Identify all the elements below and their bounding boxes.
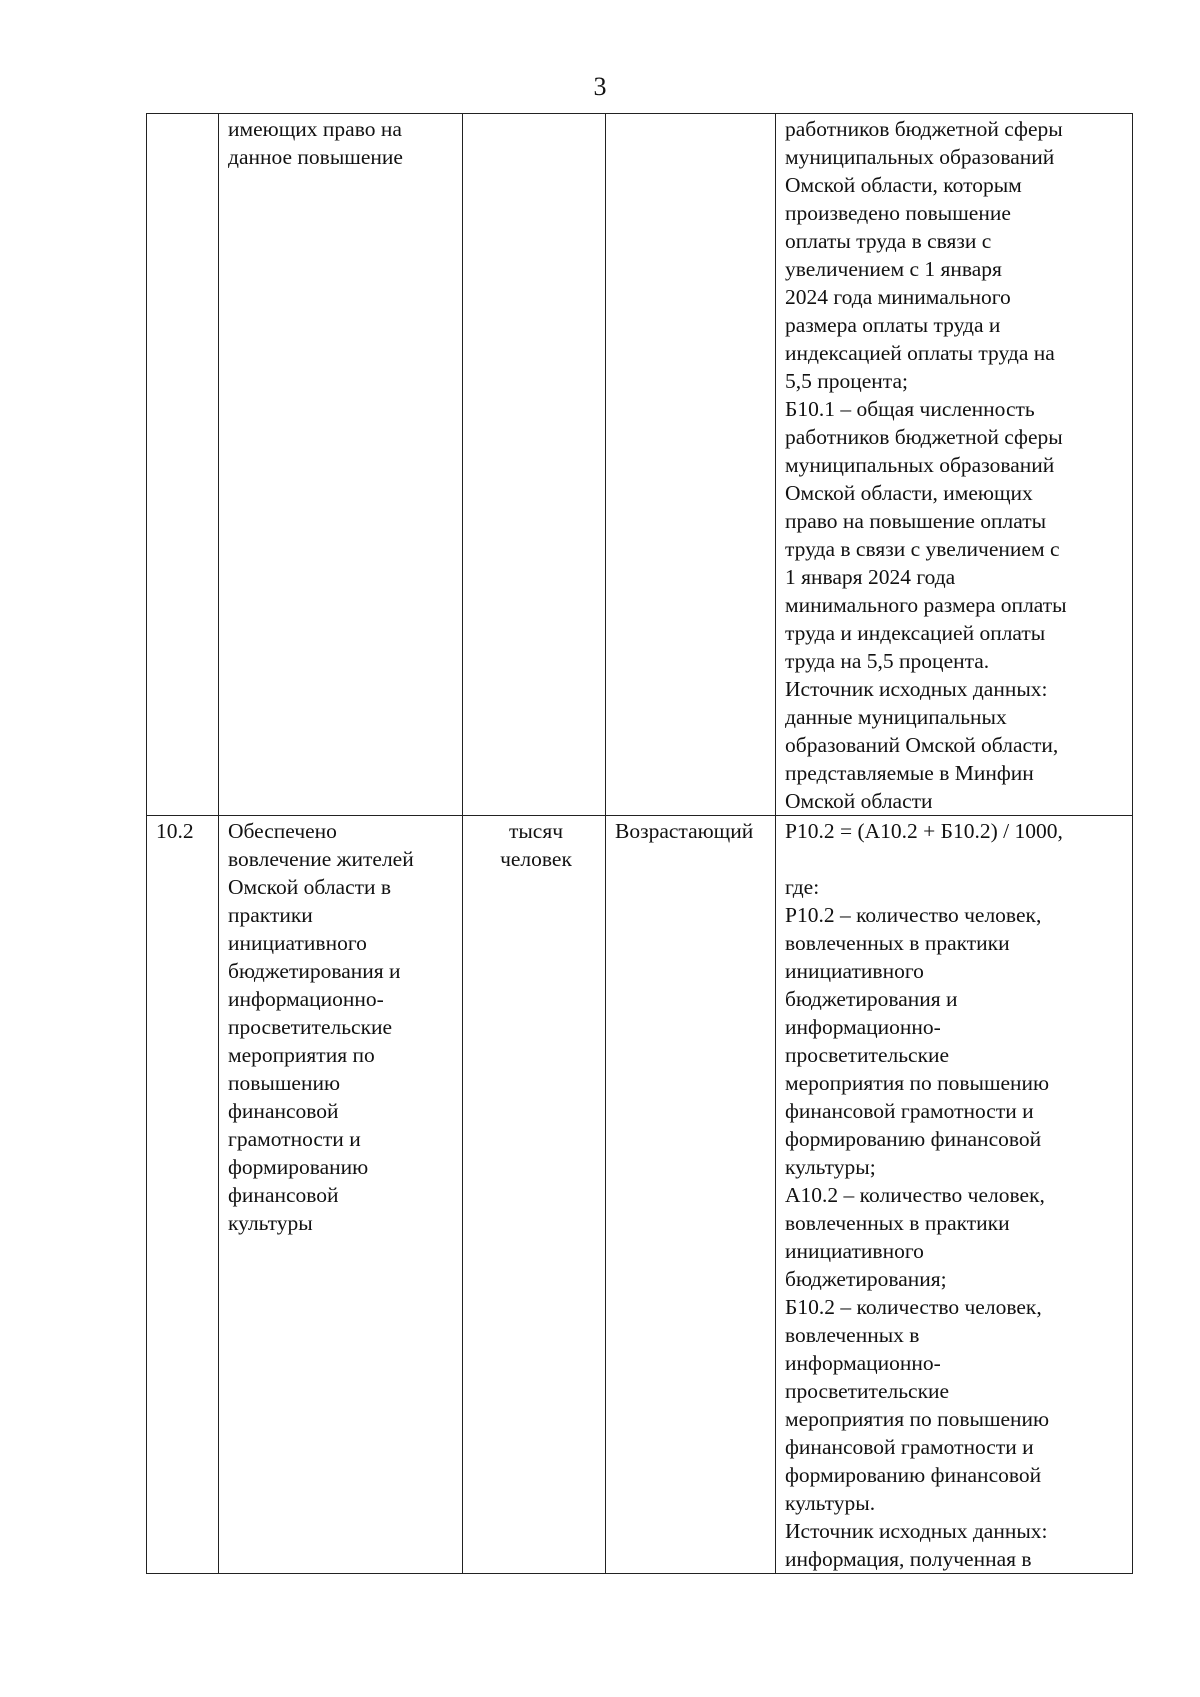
cell-calculation-method: работников бюджетной сферы муниципальных образований Омской области, которым произведено повышение оплаты труда в связи с увеличением с 1 января 2024 года минимального размера оплаты труда и индексацией оплаты труда на 5,5 процента; Б10.1 – общая численность работников бюджетной сферы муниципальных образований Омской области, имеющих право на повышение оплаты труда в связи с увеличением с 1 января 2024 года минимального размера оплаты труда и индексацией оплаты труда на 5,5 процента. Источник исходных данных: данные муниципальных образований Омской области, представляемые в Минфин Омской области bbox=[776, 114, 1133, 816]
cell-direction: Возрастающий bbox=[606, 816, 776, 1574]
indicator-table bbox=[146, 113, 1133, 1574]
cell-calculation-method: Р10.2 = (А10.2 + Б10.2) / 1000, где: Р10.2 – количество человек, вовлеченных в практики инициативного бюджетирования и информационно- просветительские мероприятия по повышению финансовой грамотности и формированию финансовой культуры; А10.2 – количество человек, вовлеченных в практики инициативного бюджетирования; Б10.2 – количество человек, вовлеченных в информационно- просветительские мероприятия по повышению финансовой грамотности и формированию финансовой культуры. Источник исходных данных: информация, полученная в bbox=[776, 816, 1133, 1574]
cell-number bbox=[147, 114, 219, 816]
cell-unit bbox=[463, 114, 606, 816]
cell-indicator-name: Обеспечено вовлечение жителей Омской области в практики инициативного бюджетирования и информационно- просветительские мероприятия по повышению финансовой грамотности и формированию финансовой культуры bbox=[219, 816, 463, 1574]
table-row bbox=[147, 114, 1133, 816]
cell-unit: тысяч человек bbox=[463, 816, 606, 1574]
table-row bbox=[147, 816, 1133, 1574]
cell-direction bbox=[606, 114, 776, 816]
cell-indicator-name: имеющих право на данное повышение bbox=[219, 114, 463, 816]
page-number: 3 bbox=[593, 72, 607, 101]
cell-number: 10.2 bbox=[147, 816, 219, 1574]
